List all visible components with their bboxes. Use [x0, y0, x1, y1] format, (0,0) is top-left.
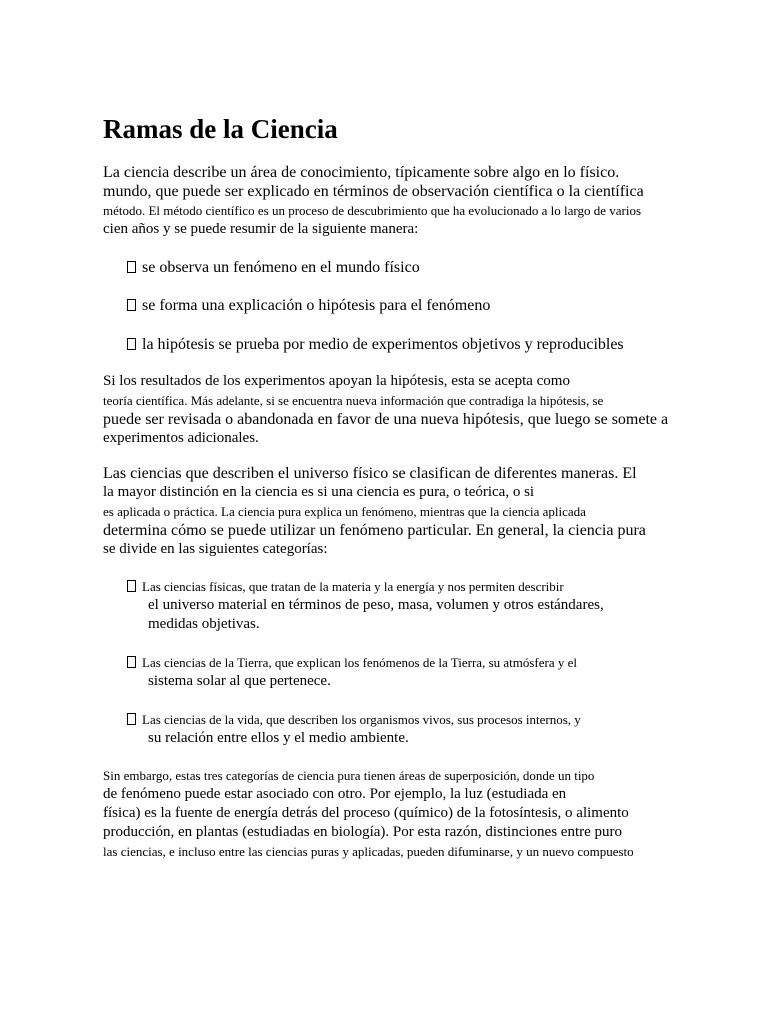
list-item — [127, 335, 728, 354]
intro-paragraph — [103, 163, 728, 239]
paragraph-line: Sin embargo, estas tres categorías de ciencia pura tienen áreas de superposición, donde un tipo — [103, 768, 595, 783]
list-item-text: Las ciencias de la Tierra, que explican los fenómenos de la Tierra, su atmósfera y el — [142, 655, 578, 670]
paragraph-line: física) es la fuente de energía detrás del proceso (químico) de la fotosíntesis, o alimento — [103, 805, 629, 821]
paragraph-line: producción, en plantas (estudiadas en biología). Por esta razón, distinciones entre puro — [103, 824, 623, 840]
page-title: Ramas de la Ciencia — [103, 114, 338, 144]
list-item — [127, 577, 728, 634]
list-item-text: el universo material en términos de peso, masa, volumen y otros estándares, — [148, 597, 604, 613]
list-item — [127, 653, 728, 691]
paragraph-4 — [103, 766, 728, 861]
list-item-text: sistema solar al que pertenece. — [148, 673, 331, 689]
intro-line: método. El método científico es un proceso de descubrimiento que ha evolucionado a lo largo de varios — [103, 203, 642, 218]
list-item-text: la hipótesis se prueba por medio de experimentos objetivos y reproducibles — [142, 336, 624, 353]
list-item — [127, 296, 728, 315]
bullet-box-icon — [127, 656, 136, 668]
bullet-box-icon — [127, 261, 136, 273]
list-item-text: Las ciencias físicas, que tratan de la materia y la energía y nos permiten describir — [142, 579, 564, 594]
list-item-text: Las ciencias de la vida, que describen los organismos vivos, sus procesos internos, y — [142, 712, 581, 727]
paragraph-line: es aplicada o práctica. La ciencia pura explica un fenómeno, mientras que la ciencia aplicada — [103, 504, 586, 519]
paragraph-line: las ciencias, e incluso entre las ciencias puras y aplicadas, pueden difuminarse, y un nuevo compuesto — [103, 844, 634, 859]
bullet-box-icon — [127, 580, 136, 592]
paragraph-line: experimentos adicionales. — [103, 430, 259, 446]
intro-line: mundo, que puede ser explicado en términos de observación científica o la científica — [103, 183, 644, 200]
list-item — [127, 710, 728, 748]
paragraph-line: la mayor distinción en la ciencia es si una ciencia es pura, o teórica, o si — [103, 484, 535, 500]
paragraph-line: determina cómo se puede utilizar un fenómeno particular. En general, la ciencia pura — [103, 522, 646, 539]
paragraph-line: se divide en las siguientes categorías: — [103, 541, 328, 557]
paragraph-line: Si los resultados de los experimentos apoyan la hipótesis, esta se acepta como — [103, 373, 570, 389]
list-item-text: medidas objetivas. — [148, 616, 260, 632]
bullet-box-icon — [127, 338, 136, 350]
paragraph-line: Las ciencias que describen el universo físico se clasifican de diferentes maneras. El — [103, 465, 637, 482]
list-item-text: su relación entre ellos y el medio ambiente. — [148, 730, 409, 746]
bullet-box-icon — [127, 299, 136, 311]
paragraph-line: teoría científica. Más adelante, si se encuentra nueva información que contradiga la hipótesis, se — [103, 393, 604, 408]
paragraph-line: de fenómeno puede estar asociado con otro. Por ejemplo, la luz (estudiada en — [103, 786, 567, 802]
list-item — [127, 258, 728, 277]
bullet-box-icon — [127, 713, 136, 725]
list-item-text: se observa un fenómeno en el mundo físico — [142, 259, 420, 276]
paragraph-3 — [103, 464, 728, 559]
list-item-text: se forma una explicación o hipótesis para el fenómeno — [142, 297, 491, 314]
paragraph-line: puede ser revisada o abandonada en favor de una nueva hipótesis, que luego se somete a — [103, 411, 669, 428]
intro-line: La ciencia describe un área de conocimiento, típicamente sobre algo en lo físico. — [103, 164, 620, 181]
intro-line: cien años y se puede resumir de la siguiente manera: — [103, 221, 419, 237]
paragraph-2 — [103, 372, 728, 448]
